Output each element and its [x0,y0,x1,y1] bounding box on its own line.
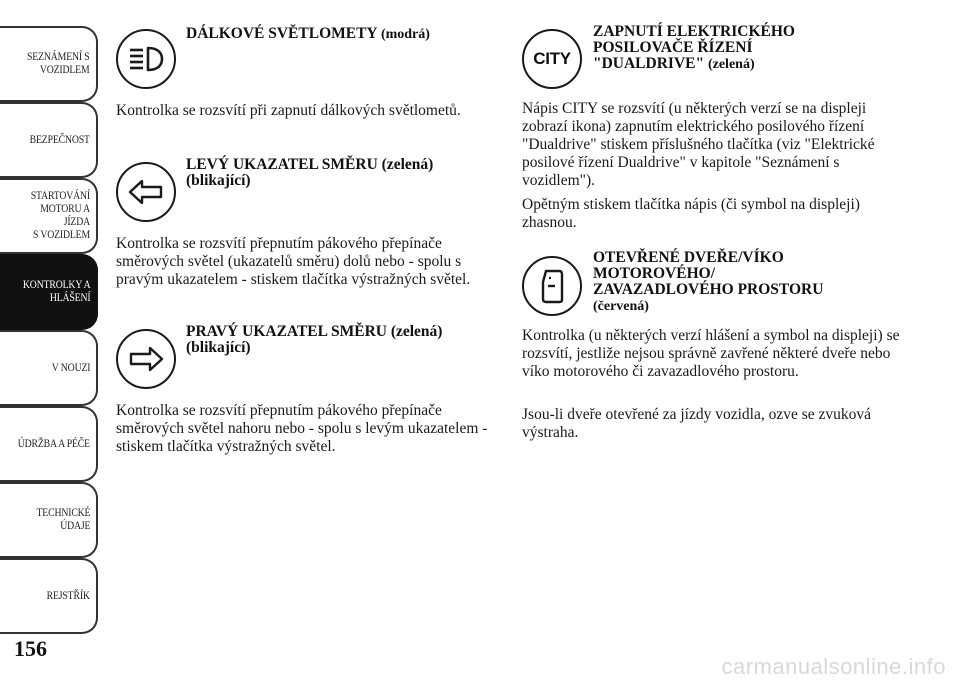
high-beam-title [186,26,496,43]
title-text: DÁLKOVÉ SVĚTLOMETY [186,25,378,42]
tab-label: ÚDRŽBA A PÉČE [17,437,90,450]
left-arrow-icon [116,162,176,222]
title-color: (červená) [593,299,649,314]
tab-label: STARTOVÁNÍ MOTORU A JÍZDA S VOZIDLEM [30,190,90,241]
title-text: ZAPNUTÍ ELEKTRICKÉHO POSILOVAČE ŘÍZENÍ "DUALDRIVE" [593,23,795,72]
tab-label: SEZNÁMENÍ S VOZIDLEM [27,51,90,76]
tab-label: REJSTŘÍK [46,589,90,602]
title-suffix: (blikající) [186,339,251,356]
doors-open-title [593,250,903,315]
right-arrow-icon [116,329,176,389]
watermark: carmanualsonline.info [721,654,946,679]
city-icon-text: CITY [533,49,571,68]
tab-seznameni[interactable] [0,26,98,102]
left-indicator-text: Kontrolka se rozsvítí přepnutím pákového přepínače směrových světel (ukazatelů směru) dolů nebo - spolu s pravým ukazatelem - stiskem tlačítka výstražných světel. [116,235,471,288]
doors-open-text-2: Jsou-li dveře otevřené za jízdy vozidla, ozve se zvuková výstraha. [522,406,872,441]
tab-kontrolky[interactable] [0,254,98,330]
right-indicator-title [186,324,496,356]
tab-label: TECHNICKÉ ÚDAJE [36,507,90,532]
high-beam-icon [116,29,176,89]
page-number: 156 [14,636,47,661]
title-color: (modrá) [380,27,430,42]
title-suffix: (blikající) [186,172,251,189]
tab-v-nouzi[interactable] [0,330,98,406]
title-text: PRAVÝ UKAZATEL SMĚRU (zelená) [186,323,443,340]
right-indicator-text: Kontrolka se rozsvítí přepnutím pákového přepínače směrových světel nahoru nebo - spolu s levým ukazatelem - stiskem tlačítka výstražných světel. [116,402,488,455]
dualdrive-text-2: Opětným stiskem tlačítka nápis (či symbol na displeji) zhasnou. [522,196,860,231]
left-indicator-title [186,157,496,189]
dualdrive-text-1: Nápis CITY se rozsvítí (u některých verzí se na displeji zobrazí ikona) zapnutím elektrického posilového řízení "Dualdrive" stiskem příslušného tlačítka (viz "Elektrické posilové řízení Dualdrive" v kapitole "Seznámení s vozidlem"). [522,100,875,189]
tab-label: BEZPEČNOST [29,133,90,146]
tab-bezpecnost[interactable] [0,102,98,178]
tab-technicke-udaje[interactable] [0,482,98,558]
tab-label: V NOUZI [51,361,90,374]
title-text: OTEVŘENÉ DVEŘE/VÍKO MOTOROVÉHO/ ZAVAZADLOVÉHO PROSTORU [593,249,824,298]
open-door-icon [522,256,582,316]
city-icon [522,29,582,89]
title-color: (zelená) [707,57,755,72]
high-beam-text: Kontrolka se rozsvítí při zapnutí dálkových světlometů. [116,102,461,119]
dualdrive-title [593,24,903,73]
tab-startovani[interactable] [0,178,98,254]
chapter-tabs [0,0,100,635]
tab-label: KONTROLKY A HLÁŠENÍ [22,279,90,304]
tab-rejstrik[interactable] [0,558,98,634]
title-text: LEVÝ UKAZATEL SMĚRU (zelená) [186,156,434,173]
doors-open-text-1: Kontrolka (u některých verzí hlášení a symbol na displeji) se rozsvítí, jestliže nejsou správně zavřené některé dveře nebo víko motorového či zavazadlového prostoru. [522,327,900,380]
tab-udrzba[interactable] [0,406,98,482]
